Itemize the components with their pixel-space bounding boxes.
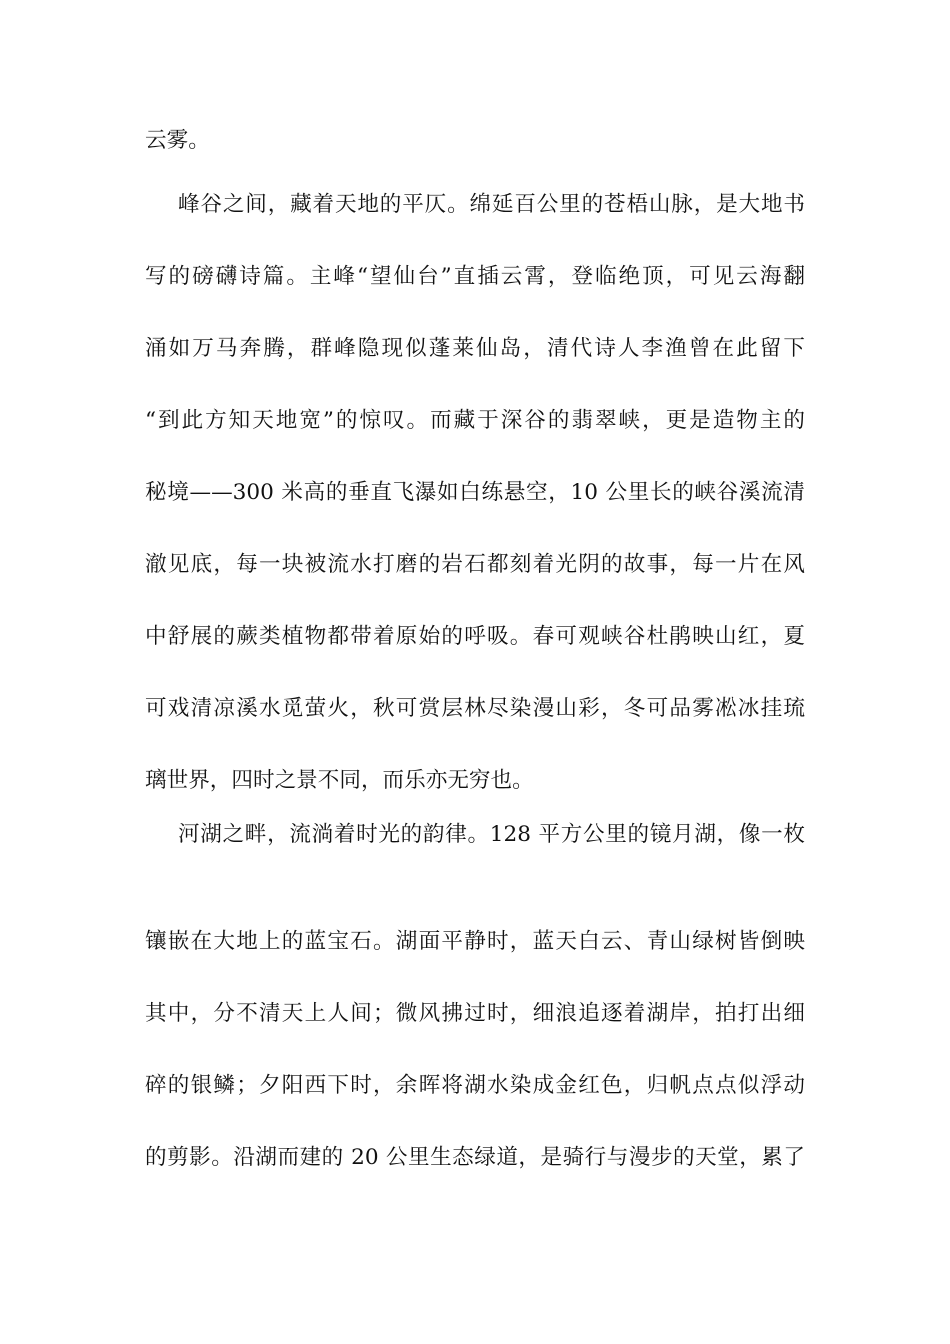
text-line: 碎的银鳞；夕阳西下时，余晖将湖水染成金红色，归帆点点似浮动 — [145, 1073, 805, 1098]
text-line: 的剪影。沿湖而建的 20 公里生态绿道，是骑行与漫步的天堂，累了 — [145, 1145, 805, 1170]
text-line: “到此方知天地宽”的惊叹。而藏于深谷的翡翠峡，更是造物主的 — [145, 408, 805, 433]
text-line: 写的磅礴诗篇。主峰“望仙台”直插云霄，登临绝顶，可见云海翻 — [145, 264, 805, 289]
paragraph-first-line: 河湖之畔，流淌着时光的韵律。128 平方公里的镜月湖，像一枚 — [178, 822, 805, 847]
text-line: 秘境——300 米高的垂直飞瀑如白练悬空，10 公里长的峡谷溪流清 — [145, 480, 805, 505]
text-line: 中舒展的蕨类植物都带着原始的呼吸。春可观峡谷杜鹃映山红，夏 — [145, 624, 805, 649]
text-line: 云雾。 — [145, 128, 210, 153]
text-line: 可戏清凉溪水觅萤火，秋可赏层林尽染漫山彩，冬可品雾凇冰挂琉 — [145, 696, 805, 721]
text-line: 澈见底，每一块被流水打磨的岩石都刻着光阴的故事，每一片在风 — [145, 552, 805, 577]
text-line: 涌如万马奔腾，群峰隐现似蓬莱仙岛，清代诗人李渔曾在此留下 — [145, 336, 805, 361]
paragraph-first-line: 峰谷之间，藏着天地的平仄。绵延百公里的苍梧山脉，是大地书 — [178, 192, 805, 217]
text-line: 其中，分不清天上人间；微风拂过时，细浪追逐着湖岸，拍打出细 — [145, 1001, 805, 1026]
text-line: 璃世界，四时之景不同，而乐亦无穷也。 — [145, 768, 534, 793]
text-line: 镶嵌在大地上的蓝宝石。湖面平静时，蓝天白云、青山绿树皆倒映 — [145, 929, 805, 954]
